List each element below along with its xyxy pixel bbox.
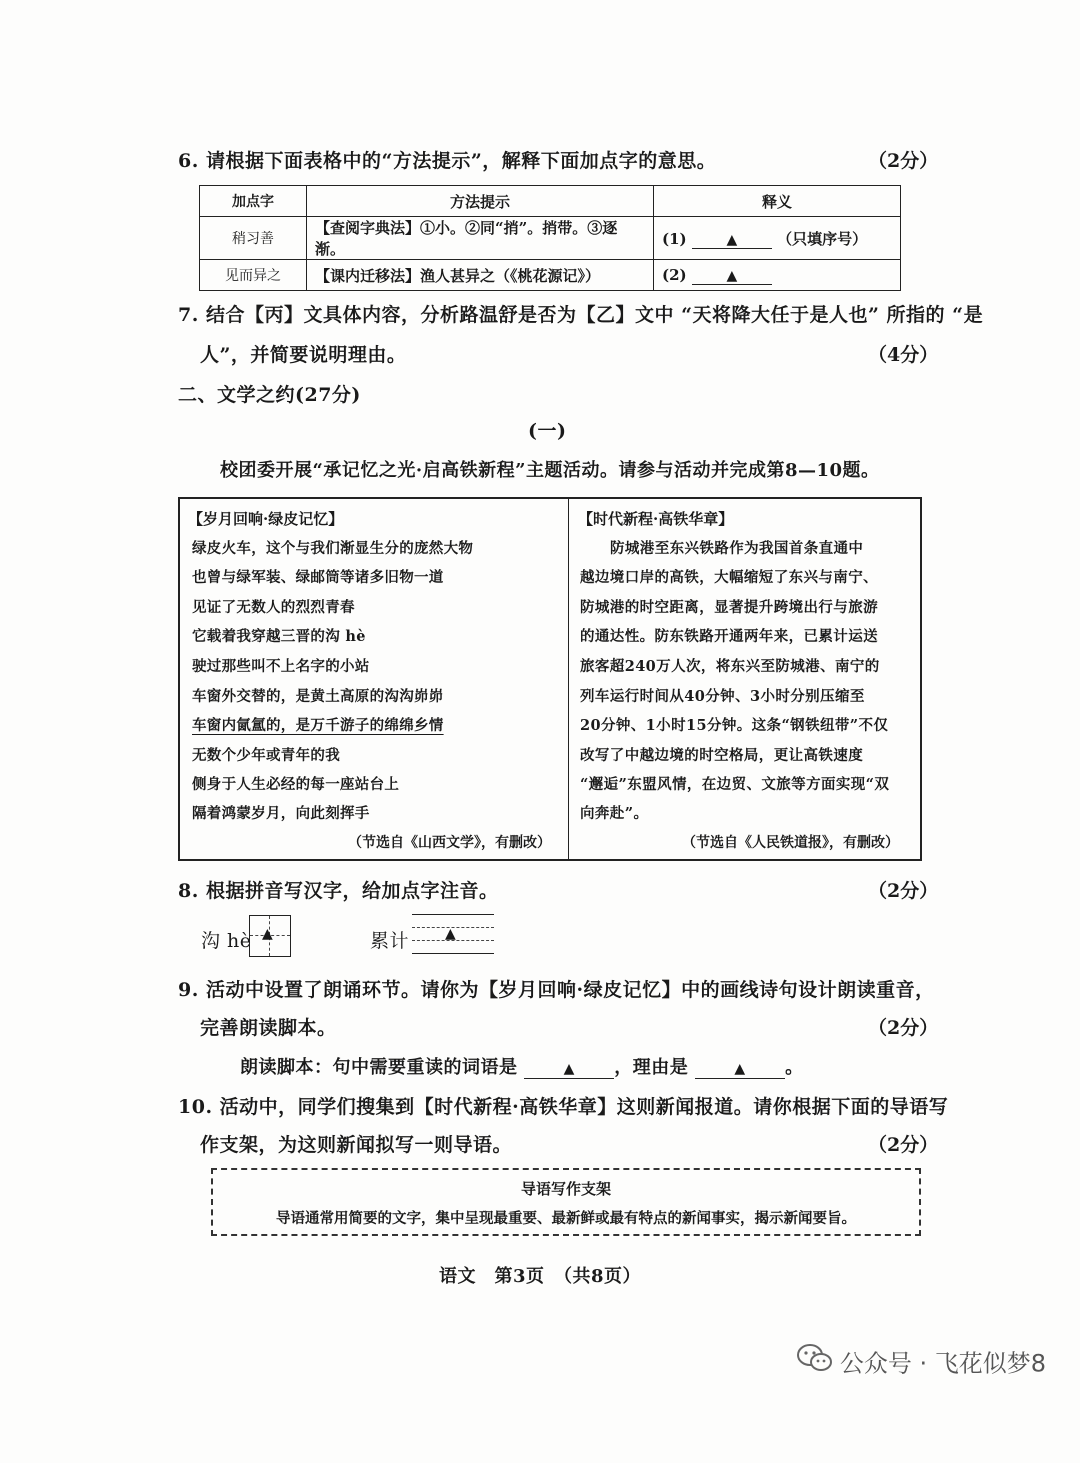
news-line: 防城港至东兴铁路作为我国首条直通中 [610, 540, 864, 557]
poem-line: 车窗外交替的，是黄土高原的沟沟峁峁 [192, 688, 444, 705]
poem-line: 无数个少年或青年的我 [192, 747, 340, 764]
news-line: 向奔赴”。 [580, 805, 649, 822]
q10-stem-line1: 10. 活动中，同学们搜集到【时代新程·高铁华章】这则新闻报道。请你根据下面的导语写 [178, 1096, 949, 1118]
triangle-icon: ▲ [262, 926, 273, 942]
lead-box-text: 导语通常用简要的文字，集中呈现最重要、最新鲜或最有特点的新闻事实，揭示新闻要旨。 [276, 1210, 856, 1227]
triangle-icon: ▲ [445, 926, 456, 942]
q10-points: （2分） [868, 1134, 939, 1156]
part-title: (一) [528, 420, 567, 442]
poem-line: 也曾与绿军装、绿邮筒等诸多旧物一道 [192, 569, 444, 586]
activity-intro: 校团委开展“承记忆之光·启高铁新程”主题活动。请参与活动并完成第8—10题。 [220, 460, 880, 481]
script-label: 朗读脚本： [240, 1057, 333, 1078]
news-line: 旅客超240万人次，将东兴至防城港、南宁的 [580, 658, 880, 675]
lead-writing-box [211, 1168, 921, 1236]
poem-line: 驶过那些叫不上名字的小站 [192, 658, 370, 675]
poem-line: 侧身于人生必经的每一座站台上 [192, 776, 400, 793]
table-header: 加点字 [200, 186, 307, 217]
table-cell-answer [654, 217, 901, 260]
q8-points: （2分） [868, 880, 939, 902]
table-cell-method: 【课内迁移法】渔人甚异之（《桃花源记》） [307, 260, 654, 291]
table-header: 释义 [654, 186, 901, 217]
news-line: 改写了中越边境的时空格局，更让高铁速度 [580, 747, 864, 764]
q9-script [240, 1053, 804, 1079]
triangle-icon: ▲ [563, 1061, 575, 1077]
answer-prefix: (2) [662, 265, 687, 284]
news-title: 【时代新程·高铁华章】 [578, 510, 734, 528]
script-text: ，理由是 [614, 1057, 689, 1078]
q10-stem-line2: 作支架，为这则新闻拟写一则导语。 [200, 1134, 513, 1156]
lead-box-title: 导语写作支架 [520, 1180, 611, 1198]
q7-stem-line1: 7. 结合【丙】文具体内容，分析路温舒是否为【乙】文中 “天将降大任于是人也” 所指的 “是 [178, 304, 984, 326]
table-cell-word: 见而异之 [200, 260, 307, 291]
answer-blank[interactable] [524, 1057, 614, 1079]
grid-line [412, 953, 494, 954]
script-text: 句中需要重读的词语是 [332, 1057, 518, 1078]
q9-points: （2分） [868, 1017, 939, 1039]
watermark-text: 公众号 · 飞花似梦8 [839, 1349, 1046, 1378]
triangle-icon: ▲ [726, 231, 738, 248]
triangle-icon: ▲ [734, 1061, 746, 1077]
news-line: “邂逅”东盟风情，在边贸、文旅等方面实现“双 [580, 776, 890, 793]
wechat-icon [796, 1343, 834, 1379]
hanzi-grid-box[interactable] [249, 915, 291, 957]
news-source: （节选自《人民铁道报》，有删改） [682, 835, 899, 851]
script-end: 。 [785, 1057, 804, 1078]
news-line: 20分钟、1小时15分钟。这条“钢铁纽带”不仅 [580, 717, 889, 734]
poem-line: 隔着鸿蒙岁月，向此刻挥手 [192, 805, 370, 822]
poem-source: （节选自《山西文学》，有删改） [348, 835, 551, 851]
poem-line: 绿皮火车，这个与我们渐显生分的庞然大物 [192, 540, 474, 557]
q7-stem-line2: 人”，并简要说明理由。 [200, 344, 407, 366]
news-line: 越边境口岸的高铁，大幅缩短了东兴与南宁、 [580, 569, 878, 586]
poem-title: 【岁月回响·绿皮记忆】 [188, 510, 344, 528]
news-line: 列车运行时间从40分钟、3小时分别压缩至 [580, 688, 865, 705]
answer-blank[interactable] [692, 230, 772, 249]
triangle-icon: ▲ [726, 267, 738, 284]
q7-points: （4分） [868, 344, 939, 366]
table-cell-word: 稍习善 [200, 217, 307, 260]
news-panel [570, 499, 920, 859]
poem-line-underlined: 车窗内氤氲的，是万千游子的绵绵乡情 [192, 717, 444, 734]
material-box [178, 497, 922, 861]
news-line: 的通达性。防东铁路开通两年来，已累计运送 [580, 628, 878, 645]
watermark [796, 1343, 1046, 1379]
q9-stem-line1: 9. 活动中设置了朗诵环节。请你为【岁月回响·绿皮记忆】中的画线诗句设计朗读重音， [178, 979, 935, 1001]
q8-stem: 8. 根据拼音写汉字，给加点字注音。 [178, 880, 499, 902]
answer-prefix: (1) [662, 229, 687, 248]
page-footer: 语文 第3页 （共8页） [438, 1266, 642, 1287]
grid-line [412, 914, 494, 915]
poem-panel [180, 499, 569, 859]
table-header: 方法提示 [307, 186, 654, 217]
q9-stem-line2: 完善朗读脚本。 [200, 1017, 337, 1039]
poem-line: 见证了无数人的烈烈青春 [192, 599, 355, 616]
news-line: 防城港的时空距离，显著提升跨境出行与旅游 [580, 599, 878, 616]
section-title: 二、文学之约(27分) [178, 384, 361, 406]
pinyin-lines-box[interactable] [412, 914, 494, 954]
q6-table [199, 185, 901, 291]
answer-blank[interactable] [692, 266, 772, 285]
q8-item1: 沟 hè [201, 930, 252, 952]
poem-line: 它载着我穿越三晋的沟 hè [192, 628, 366, 645]
q8-item2: 累计 [370, 930, 410, 952]
table-cell-method: 【查阅字典法】①小。②同“捎”。捎带。③逐渐。 [307, 217, 654, 260]
table-cell-answer [654, 260, 901, 291]
q6-stem: 6. 请根据下面表格中的“方法提示”，解释下面加点字的意思。 [178, 150, 717, 172]
answer-blank[interactable] [695, 1057, 785, 1079]
q6-points: （2分） [868, 150, 939, 172]
answer-suffix: （只填序号） [777, 229, 868, 248]
